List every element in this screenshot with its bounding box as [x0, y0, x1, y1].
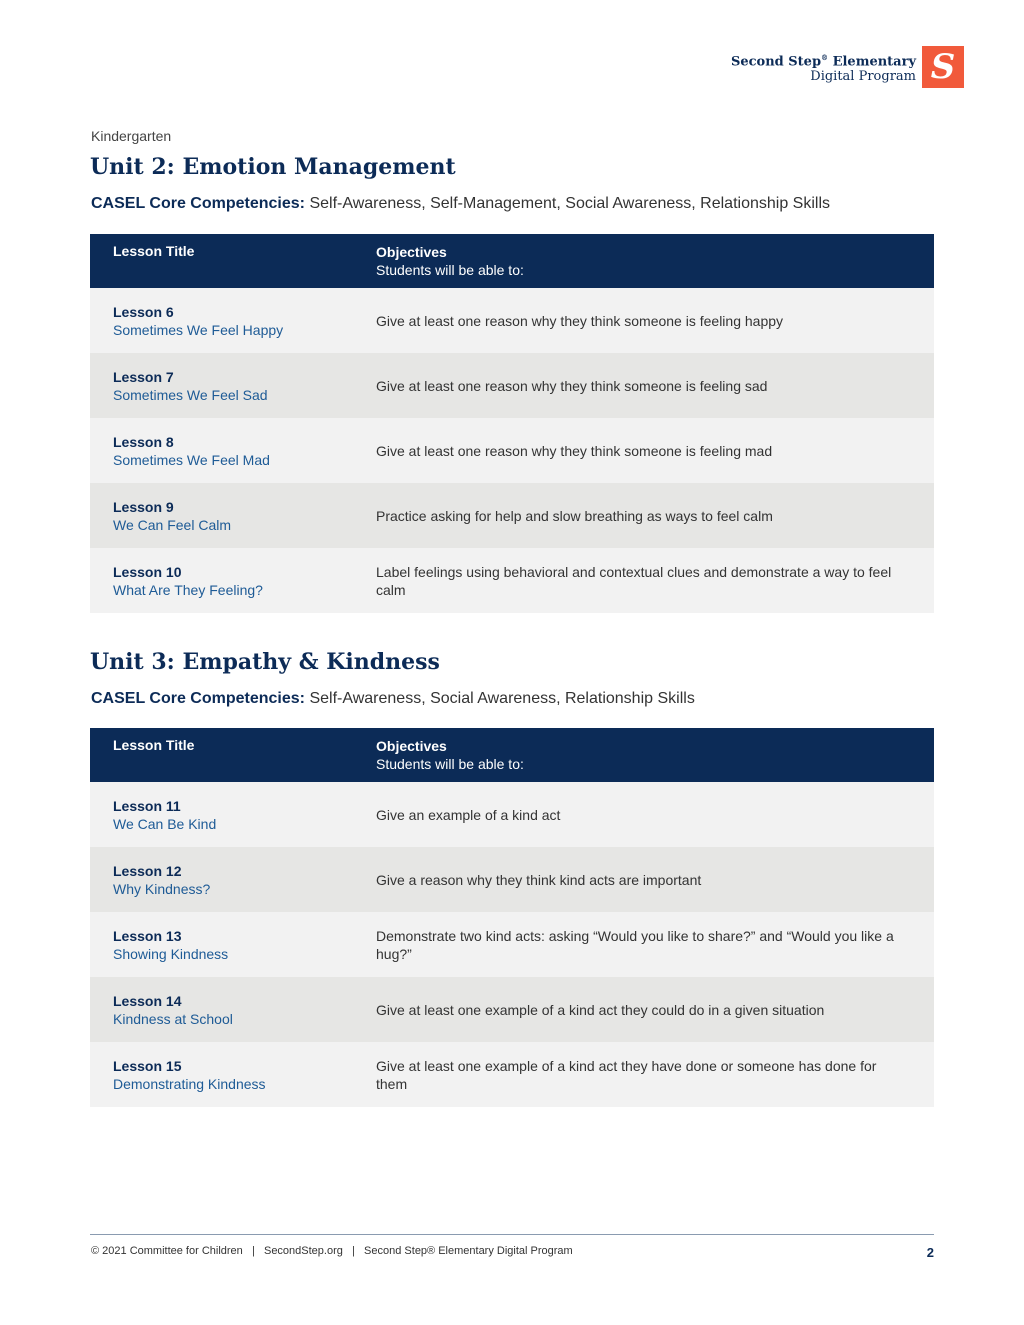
table-header — [90, 234, 934, 288]
header-objectives: Objectives Students will be able to: — [376, 244, 524, 278]
unit-2-lesson-table — [90, 234, 934, 613]
lesson-number: Lesson 8 — [113, 433, 174, 450]
second-step-logo-icon: S — [922, 46, 964, 88]
brand-header — [731, 46, 964, 88]
lesson-objective: Give at least one reason why they think someone is feeling sad — [376, 377, 768, 394]
table-row — [90, 483, 934, 548]
unit-3-lesson-table — [90, 728, 934, 1107]
lesson-name: Sometimes We Feel Mad — [113, 451, 270, 468]
brand-name: Second Step® Elementary — [730, 52, 916, 70]
footer-divider — [90, 1234, 934, 1235]
table-row — [90, 353, 934, 418]
lesson-objective: Demonstrate two kind acts: asking “Would you like to share?” and “Would you like a hug?” — [376, 927, 894, 962]
header-objectives: Objectives Students will be able to: — [376, 738, 524, 772]
casel-label: CASEL Core Competencies: — [91, 690, 305, 707]
lesson-name: Why Kindness? — [113, 880, 211, 897]
lesson-name: We Can Feel Calm — [113, 516, 232, 533]
lesson-name: Showing Kindness — [113, 945, 229, 962]
brand-subtitle: Digital Program — [810, 69, 916, 85]
table-row — [90, 418, 934, 483]
unit-3-casel — [91, 690, 695, 708]
header-lesson-title: Lesson Title — [113, 243, 195, 259]
lesson-name: Kindness at School — [113, 1010, 233, 1027]
table-row — [90, 288, 934, 353]
casel-value: Self-Awareness, Self-Management, Social Awareness, Relationship Skills — [309, 195, 830, 212]
lesson-number: Lesson 13 — [113, 927, 182, 944]
unit-2-title: Unit 2: Emotion Management — [90, 154, 456, 180]
lesson-number: Lesson 7 — [113, 368, 174, 385]
lesson-number: Lesson 9 — [113, 498, 174, 515]
table-row — [90, 1042, 934, 1107]
lesson-objective: Label feelings using behavioral and contextual clues and demonstrate a way to feel calm — [376, 563, 892, 598]
lesson-number: Lesson 12 — [113, 862, 182, 879]
lesson-objective: Give at least one example of a kind act they could do in a given situation — [376, 1001, 825, 1018]
lesson-number: Lesson 11 — [113, 797, 181, 814]
lesson-name: Sometimes We Feel Happy — [113, 321, 284, 338]
table-row — [90, 548, 934, 613]
lesson-name: We Can Be Kind — [113, 815, 217, 832]
lesson-objective: Give a reason why they think kind acts are important — [376, 871, 702, 888]
casel-value: Self-Awareness, Social Awareness, Relationship Skills — [309, 690, 695, 707]
table-row — [90, 977, 934, 1042]
unit-2-casel — [91, 195, 830, 213]
table-row — [90, 782, 934, 847]
table-row — [90, 847, 934, 912]
table-row — [90, 912, 934, 977]
lesson-objective: Give at least one reason why they think someone is feeling happy — [376, 312, 784, 329]
grade-label: Kindergarten — [91, 128, 172, 144]
lesson-name: What Are They Feeling? — [113, 581, 263, 598]
header-lesson-title: Lesson Title — [113, 737, 195, 753]
brand-text — [731, 50, 916, 84]
lesson-objective: Practice asking for help and slow breathing as ways to feel calm — [376, 507, 773, 524]
casel-label: CASEL Core Competencies: — [91, 195, 305, 212]
table-header — [90, 728, 934, 782]
lesson-number: Lesson 6 — [113, 303, 174, 320]
lesson-name: Sometimes We Feel Sad — [113, 386, 268, 403]
lesson-objective: Give at least one reason why they think someone is feeling mad — [376, 442, 773, 459]
lesson-number: Lesson 15 — [113, 1057, 182, 1074]
footer-text: © 2021 Committee for Children | SecondStep.org | Second Step® Elementary Digital Program — [91, 1245, 573, 1257]
lesson-objective: Give an example of a kind act — [376, 806, 561, 823]
lesson-name: Demonstrating Kindness — [113, 1075, 266, 1092]
unit-3-title: Unit 3: Empathy & Kindness — [90, 649, 440, 675]
lesson-objective: Give at least one example of a kind act they have done or someone has done for them — [376, 1057, 877, 1092]
lesson-number: Lesson 10 — [113, 563, 182, 580]
lesson-number: Lesson 14 — [113, 992, 182, 1009]
page-number: 2 — [926, 1245, 934, 1260]
